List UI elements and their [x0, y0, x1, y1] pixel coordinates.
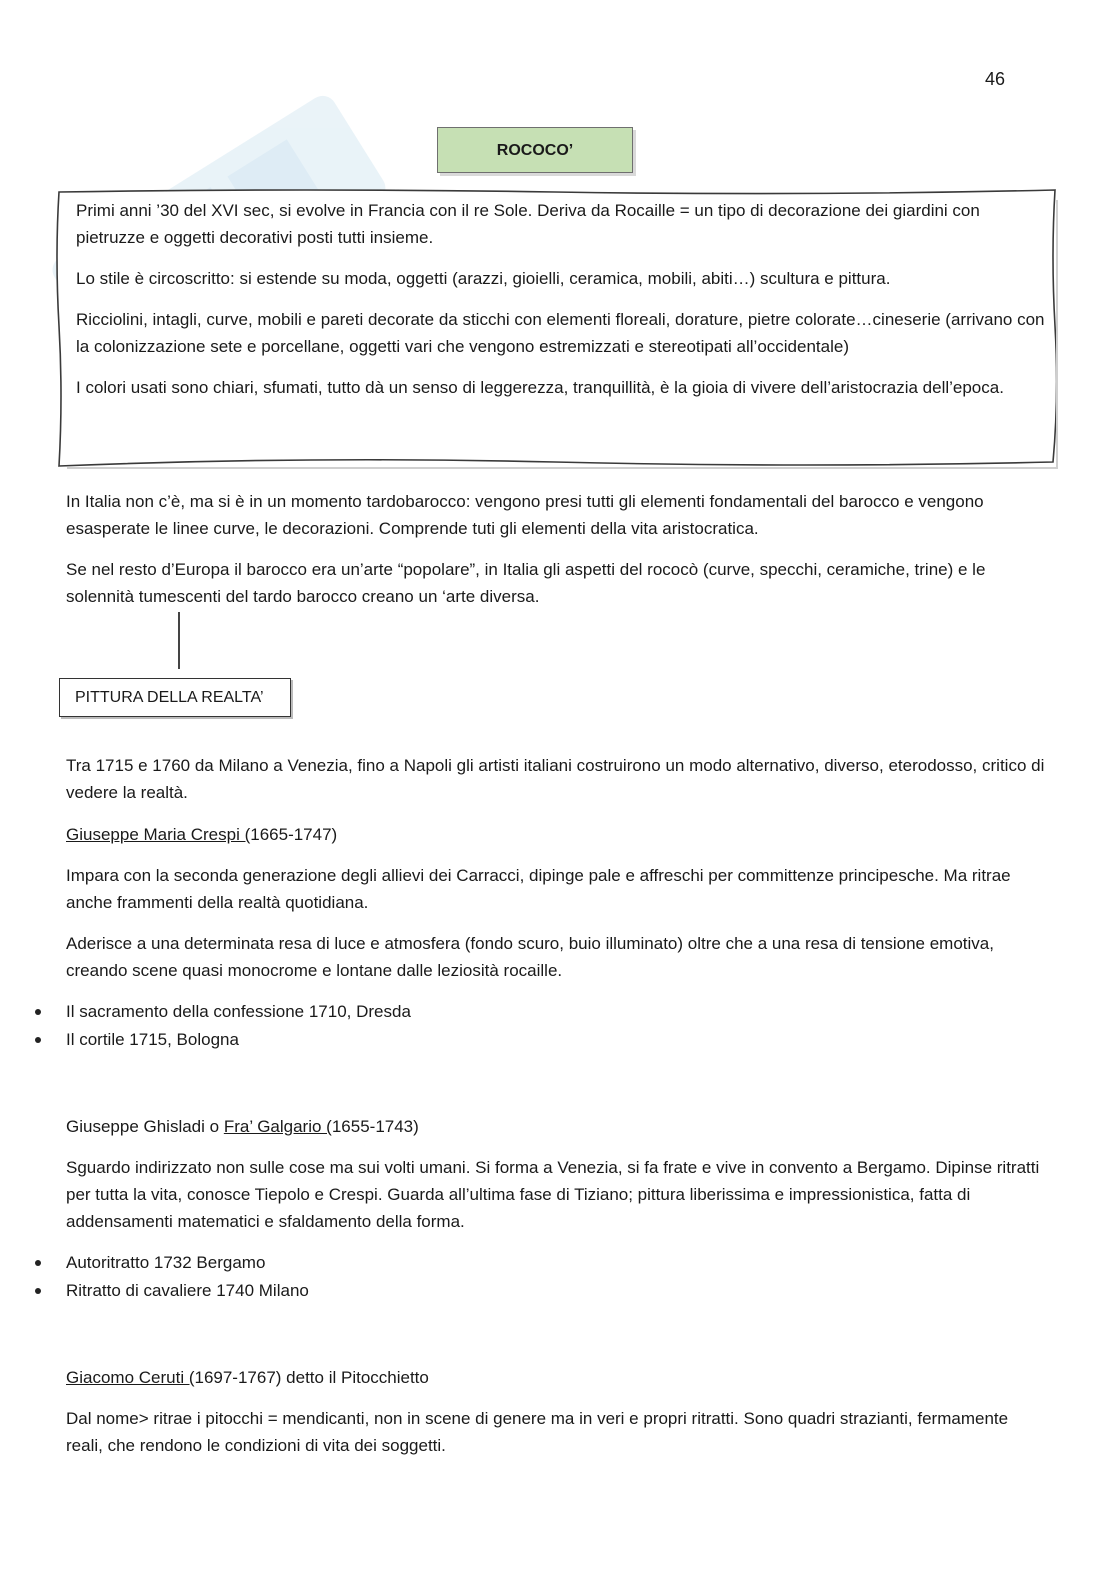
- section-heading-box: [59, 678, 291, 717]
- body-paragraph: In Italia non c’è, ma si è in un momento tardobarocco: vengono presi tutti gli elementi fondamentali del barocco e vengono esasperate le linee curve, le decorazioni. Comprende tuti gli elementi della vita aristocratica.: [66, 492, 984, 538]
- italy-section: [66, 488, 1046, 624]
- artist-name: Giacomo Ceruti (: [66, 1368, 195, 1387]
- works-list: [0, 998, 1046, 1054]
- connector-line: [178, 612, 180, 669]
- body-paragraph: Se nel resto d’Europa il barocco era un’arte “popolare”, in Italia gli aspetti del rococò (curve, specchi, ceramiche, trine) e le solennità tumescenti del tardo barocco creano un ‘arte diversa.: [66, 560, 986, 606]
- body-paragraph: Sguardo indirizzato non sulle cose ma sui volti umani. Si forma a Venezia, si fa frate e vive in convento a Bergamo. Dipinse ritratti per tutta la vita, conosce Tiepolo e Crespi. Guarda all’ultima fase di Tiziano; pittura liberissima e impressionistica, fatta di addensamenti matematici e sfaldamento della forma.: [66, 1158, 1040, 1231]
- artist-crespi: [66, 821, 1046, 1054]
- intro-paragraph: Lo stile è circoscritto: si estende su moda, oggetti (arazzi, gioielli, ceramica, mobili, abiti…) scultura e pittura.: [76, 269, 891, 288]
- works-list: [0, 1249, 1046, 1305]
- list-item: Ritratto di cavaliere 1740 Milano: [0, 1277, 1046, 1305]
- body-paragraph: Dal nome> ritrae i pitocchi = mendicanti, non in scene di genere ma in veri e propri ritratti. Sono quadri strazianti, fermamente reali, che rendono le condizioni di vita dei soggetti.: [66, 1409, 1009, 1455]
- artist-heading: Giacomo Ceruti (1697-1767) detto il Pitocchietto: [66, 1368, 429, 1387]
- intro-box: [76, 197, 1051, 415]
- page-title-text: ROCOCO’: [496, 141, 574, 159]
- list-item: Autoritratto 1732 Bergamo: [0, 1249, 1046, 1277]
- body-paragraph: Aderisce a una determinata resa di luce e atmosfera (fondo scuro, buio illuminato) oltre che a una resa di tensione emotiva, creando scene quasi monocrome e lontane dalle leziosità rocaille.: [66, 934, 994, 980]
- page-title: [437, 127, 633, 173]
- page-number: 46: [985, 69, 1006, 89]
- intro-paragraph: I colori usati sono chiari, sfumati, tutto dà un senso di leggerezza, tranquillità, è la gioia di vivere dell’aristocrazia dell’epoca.: [76, 378, 1004, 397]
- artist-galgario: [66, 1113, 1046, 1305]
- list-item: Il sacramento della confessione 1710, Dresda: [0, 998, 1046, 1026]
- section-intro: [66, 752, 1046, 820]
- artist-name: Fra’ Galgario (: [223, 1117, 332, 1136]
- artist-heading: Giuseppe Ghisladi o Fra’ Galgario (1655-1743): [66, 1117, 419, 1136]
- section-heading: PITTURA DELLA REALTA’: [75, 689, 264, 706]
- body-paragraph: Tra 1715 e 1760 da Milano a Venezia, fino a Napoli gli artisti italiani costruirono un modo alternativo, diverso, eterodosso, critico di vedere la realtà.: [66, 756, 1045, 802]
- intro-paragraph: Primi anni ’30 del XVI sec, si evolve in Francia con il re Sole. Deriva da Rocaille = un tipo di decorazione dei giardini con pietruzze e oggetti decorativi posti tutti insieme.: [76, 201, 980, 247]
- artist-heading: Giuseppe Maria Crespi (1665-1747): [66, 825, 338, 844]
- body-paragraph: Impara con la seconda generazione degli allievi dei Carracci, dipinge pale e affreschi per committenze principesche. Ma ritrae anche frammenti della realtà quotidiana.: [66, 866, 1011, 912]
- artist-ceruti: [66, 1364, 1046, 1473]
- artist-name: Giuseppe Maria Crespi (: [66, 825, 251, 844]
- list-item: Il cortile 1715, Bologna: [0, 1026, 1046, 1054]
- intro-paragraph: Ricciolini, intagli, curve, mobili e pareti decorate da sticchi con elementi floreali, dorature, pietre colorate…cineserie (arrivano con la colonizzazione sete e porcellane, oggetti vari che vengono estremizzati e stereotipati all’occidentale): [76, 310, 1045, 356]
